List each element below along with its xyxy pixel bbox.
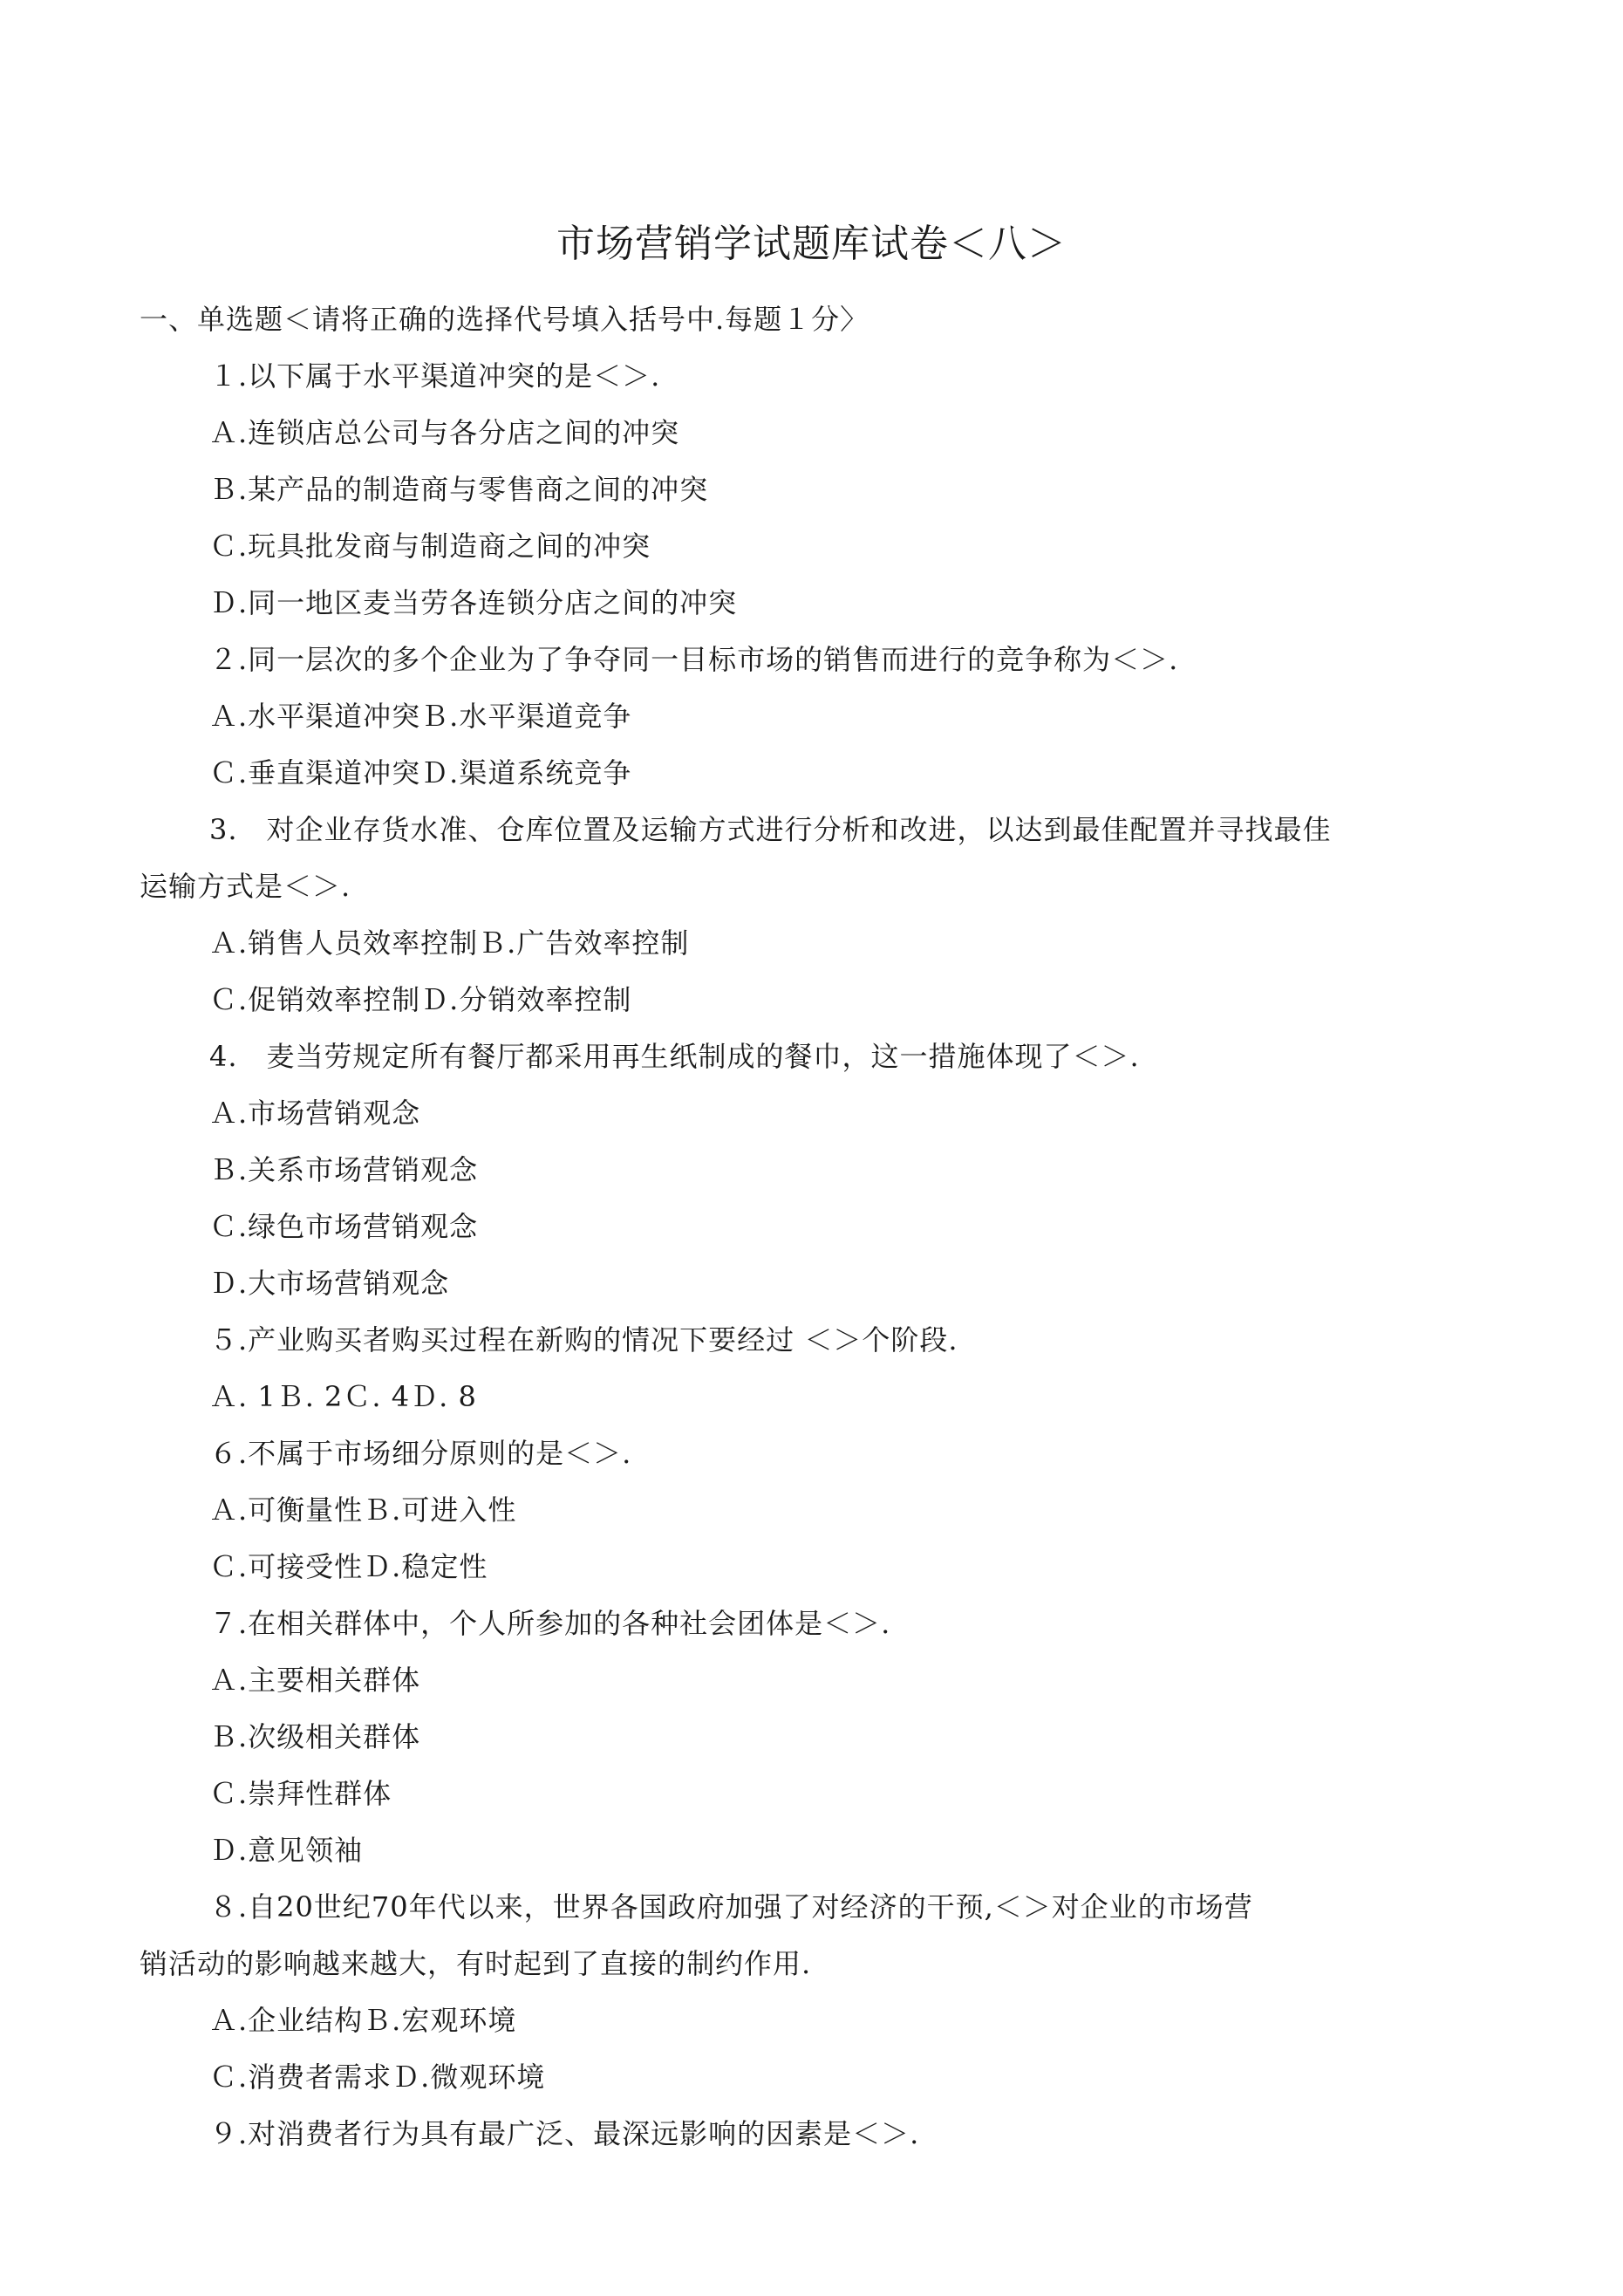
answer-option: Ｂ.关系市场营销观念: [209, 1153, 479, 1186]
answer-option: Ｃ.绿色市场营销观念: [209, 1210, 479, 1243]
answer-option: Ｃ.垂直渠道冲突Ｄ.渠道系统竞争: [209, 756, 632, 789]
question-stem: 4. 麦当劳规定所有餐厅都采用再生纸制成的餐巾，这一措施体现了＜＞.: [209, 1040, 1140, 1073]
question-stem: ６.不属于市场细分原则的是＜＞.: [209, 1437, 632, 1470]
answer-option: Ａ.可衡量性Ｂ.可进入性: [209, 1493, 517, 1527]
answer-option: Ａ.连锁店总公司与各分店之间的冲突: [209, 416, 680, 449]
question-stem: １.以下属于水平渠道冲突的是＜＞.: [209, 359, 661, 393]
answer-option: Ｂ.次级相关群体: [209, 1720, 421, 1753]
answer-option: Ａ.企业结构Ｂ.宏观环境: [209, 2004, 517, 2037]
section-heading: 一、单选题＜请将正确的选择代号填入括号中.每题１分〉: [140, 303, 869, 336]
question-stem: 3. 对企业存货水准、仓库位置及运输方式进行分析和改进，以达到最佳配置并寻找最佳: [209, 813, 1332, 846]
answer-option: Ｃ.促销效率控制Ｄ.分销效率控制: [209, 983, 632, 1016]
answer-option: Ａ.水平渠道冲突Ｂ.水平渠道竞争: [209, 700, 632, 733]
question-stem-continued: 销活动的影响越来越大，有时起到了直接的制约作用.: [140, 1947, 812, 1980]
question-stem: ８.自20世纪70年代以来，世界各国政府加强了对经济的干预,＜＞对企业的市场营: [209, 1890, 1253, 1924]
answer-option: Ｄ.意见领袖: [209, 1834, 364, 1867]
question-stem: ２.同一层次的多个企业为了争夺同一目标市场的销售而进行的竞争称为＜＞.: [209, 643, 1179, 676]
answer-option: Ｄ.大市场营销观念: [209, 1267, 450, 1300]
answer-option: Ｄ.同一地区麦当劳各连锁分店之间的冲突: [209, 586, 738, 619]
question-stem: ７.在相关群体中，个人所参加的各种社会团体是＜＞.: [209, 1607, 891, 1640]
page-title: 市场营销学试题库试卷＜八＞: [556, 222, 1067, 266]
question-stem: ５.产业购买者购买过程在新购的情况下要经过 ＜＞个阶段.: [209, 1323, 958, 1356]
answer-option: Ａ.主要相关群体: [209, 1664, 421, 1697]
answer-option: Ｂ.某产品的制造商与零售商之间的冲突: [209, 473, 709, 506]
answer-option: Ａ.市场营销观念: [209, 1097, 421, 1130]
answer-option: Ｃ.消费者需求Ｄ.微观环境: [209, 2060, 546, 2094]
answer-option: Ａ.销售人员效率控制Ｂ.广告效率控制: [209, 926, 690, 960]
answer-option: Ｃ.可接受性Ｄ.稳定性: [209, 1550, 488, 1583]
answer-option: Ａ. 1Ｂ. 2Ｃ. 4Ｄ. 8: [209, 1380, 477, 1413]
answer-option: Ｃ.玩具批发商与制造商之间的冲突: [209, 530, 651, 563]
question-stem: ９.对消费者行为具有最广泛、最深远影响的因素是＜＞.: [209, 2117, 920, 2150]
question-stem-continued: 运输方式是＜＞.: [140, 870, 351, 903]
answer-option: Ｃ.崇拜性群体: [209, 1777, 392, 1810]
